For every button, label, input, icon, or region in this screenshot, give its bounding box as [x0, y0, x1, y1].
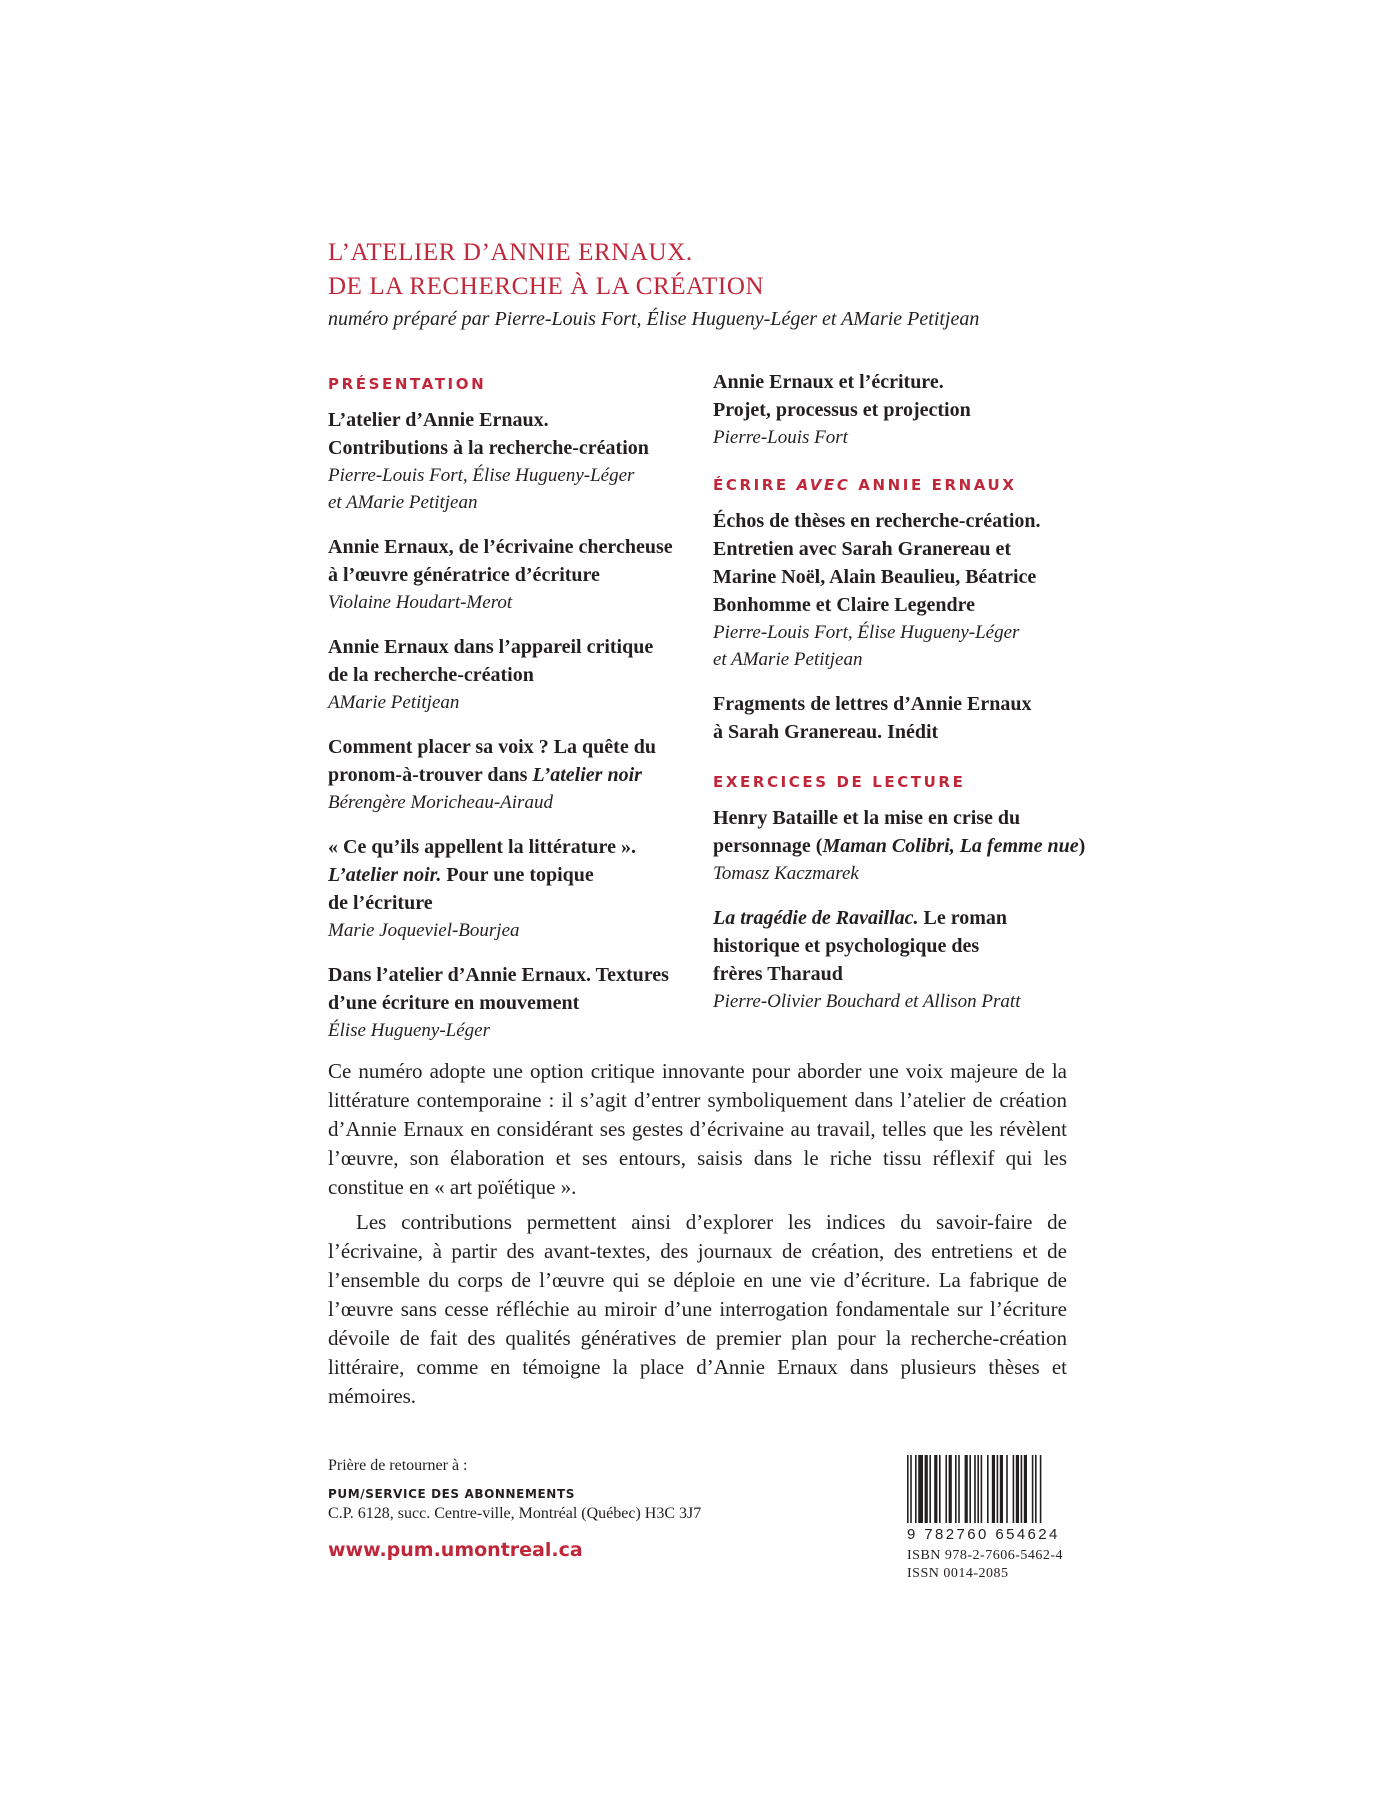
description-paragraph: Ce numéro adopte une option critique innovante pour aborder une voix majeure de la littérature contemporaine : il s’agit d’entrer symboliquement dans l’atelier de création d’Annie Ernaux en considérant ses gestes d’écrivaine au travail, telles que les révèlent l’œuvre, son élaboration et ses entours, saisis dans le riche tissu réflexif qui les constitue en « art poïétique ». [328, 1059, 1067, 1199]
toc-entry [713, 804, 1093, 887]
barcode-bar [918, 1455, 923, 1523]
barcode-bar [981, 1455, 983, 1523]
barcode-digits: 9 782760 654624 [907, 1526, 1060, 1543]
barcode-bar [1000, 1455, 1003, 1523]
barcode-bar [929, 1455, 931, 1523]
barcode-bar [965, 1455, 968, 1523]
barcode-bar [997, 1455, 999, 1523]
return-address [328, 1455, 701, 1561]
barcode-bar [925, 1455, 928, 1523]
barcode-bar [910, 1455, 912, 1523]
barcode-icon [907, 1455, 1067, 1523]
barcode-bar [907, 1455, 909, 1523]
entry-title: à Sarah Granereau. Inédit [713, 721, 939, 743]
entry-title: Marine Noël, Alain Beaulieu, Béatrice [713, 566, 1037, 588]
service-name: PUM/SERVICE DES ABONNEMENTS [328, 1487, 575, 1501]
entry-title-italic: L’atelier noir [532, 764, 642, 786]
section-heading-ecrire-avec [713, 475, 1093, 495]
entry-title: L’atelier d’Annie Ernaux. [328, 409, 549, 431]
barcode-bar [915, 1455, 917, 1523]
entry-title [328, 861, 708, 889]
entry-title: de l’écriture [328, 892, 433, 914]
entry-title: Henry Bataille et la mise en crise du [713, 807, 1021, 829]
entry-title: « Ce qu’ils appellent la littérature ». [328, 836, 636, 858]
entry-author: Pierre-Louis Fort, Élise Hugueny-Léger [713, 622, 1020, 643]
barcode-block [907, 1455, 1067, 1583]
toc-entry [713, 904, 1093, 1015]
section-heading-exercices: EXERCICES DE LECTURE [713, 773, 966, 791]
entry-author: Tomasz Kaczmarek [713, 863, 859, 884]
entry-author: et AMarie Petitjean [328, 492, 478, 513]
entry-title: Bonhomme et Claire Legendre [713, 594, 976, 616]
barcode-bar [939, 1455, 941, 1523]
toc-entry [328, 833, 708, 944]
entry-title: de la recherche-création [328, 664, 534, 686]
barcode-bar [969, 1455, 971, 1523]
entry-author: et AMarie Petitjean [713, 649, 863, 670]
entry-author: Pierre-Louis Fort [713, 427, 848, 448]
entry-title: Dans l’atelier d’Annie Ernaux. Textures [328, 964, 669, 986]
barcode-bar [934, 1455, 937, 1523]
entry-title: frères Tharaud [713, 963, 843, 985]
issue-title-line1: L’ATELIER D’ANNIE ERNAUX. [328, 239, 693, 266]
postal-address: C.P. 6128, succ. Centre-ville, Montréal (Québec) H3C 3J7 [328, 1505, 702, 1522]
entry-title [328, 761, 708, 789]
entry-author: AMarie Petitjean [328, 692, 460, 713]
entry-title-part: Pour une topique [441, 864, 594, 886]
entry-title: Contributions à la recherche-création [328, 437, 649, 459]
entry-title: Échos de thèses en recherche-création. [713, 510, 1041, 532]
entry-title [713, 904, 1093, 932]
entry-title-part: Le roman [918, 907, 1008, 929]
entry-title-part: personnage ( [713, 835, 823, 857]
barcode-bar [955, 1455, 957, 1523]
website-link[interactable]: www.pum.umontreal.ca [328, 1539, 583, 1561]
toc-entry [328, 406, 708, 516]
issue-editors: numéro préparé par Pierre-Louis Fort, Élise Hugueny-Léger et AMarie Petitjean [328, 308, 980, 330]
toc-entry [328, 533, 708, 616]
entry-author: Pierre-Louis Fort, Élise Hugueny-Léger [328, 465, 635, 486]
entry-author: Bérengère Moricheau-Airaud [328, 792, 553, 813]
barcode-bar [1016, 1455, 1019, 1523]
entry-title: Projet, processus et projection [713, 399, 971, 421]
entry-title [713, 832, 1093, 860]
entry-title-italic: La tragédie de Ravaillac. [713, 907, 919, 929]
issn-number: ISSN 0014-2085 [907, 1566, 1009, 1581]
toc-entry [713, 368, 1093, 451]
entry-title-italic: Maman Colibri, La femme nue [822, 835, 1079, 857]
barcode-bar [958, 1455, 960, 1523]
barcode-bar [987, 1455, 989, 1523]
entry-title: Fragments de lettres d’Annie Ernaux [713, 693, 1032, 715]
barcode-bar [1032, 1455, 1034, 1523]
entry-author: Élise Hugueny-Léger [328, 1020, 490, 1041]
entry-author: Marie Joqueviel-Bourjea [328, 920, 520, 941]
barcode-bar [1024, 1455, 1027, 1523]
barcode-bar [949, 1455, 952, 1523]
toc-left-column [328, 374, 708, 1061]
isbn-number: ISBN 978-2-7606-5462-4 [907, 1548, 1064, 1563]
toc-entry [328, 633, 708, 716]
toc-entry [713, 507, 1093, 673]
entry-title: Entretien avec Sarah Granereau et [713, 538, 1012, 560]
entry-title: Annie Ernaux, de l’écrivaine chercheuse [328, 536, 673, 558]
entry-title: Comment placer sa voix ? La quête du [328, 736, 656, 758]
description-paragraph: Les contributions permettent ainsi d’explorer les indices du savoir-faire de l’écrivaine, à partir des avant-textes, des journaux de création, des entretiens et de l’ensemble du corps de l’œuvre qui se déploie en une vie d’écriture. La fabrique de l’œuvre sans cesse réfléchie au miroir d’une interrogation fondamentale sur l’écriture dévoile de fait des qualités génératives de premier plan pour la recherche-création littéraire, comme en témoigne la place d’Annie Ernaux dans plusieurs thèses et mémoires. [328, 1210, 1067, 1408]
barcode-bar [992, 1455, 995, 1523]
entry-title: Annie Ernaux et l’écriture. [713, 371, 944, 393]
barcode-bar [1006, 1455, 1008, 1523]
barcode-bar [1035, 1455, 1037, 1523]
entry-author: Violaine Houdart-Merot [328, 592, 513, 613]
entry-title-part: ) [1078, 835, 1086, 857]
entry-title: historique et psychologique des [713, 935, 980, 957]
barcode-bar [1013, 1455, 1015, 1523]
section-heading-italic: AVEC [796, 476, 851, 494]
barcode-bar [945, 1455, 947, 1523]
barcode-bar [974, 1455, 976, 1523]
entry-title-part: pronom-à-trouver dans [328, 764, 533, 786]
entry-title: Annie Ernaux dans l’appareil critique [328, 636, 654, 658]
toc-right-column [713, 368, 1093, 1032]
section-heading-part: ANNIE ERNAUX [850, 476, 1017, 494]
toc-entry [713, 690, 1093, 746]
entry-title: à l’œuvre génératrice d’écriture [328, 564, 600, 586]
issue-title [328, 236, 764, 304]
entry-author: Pierre-Olivier Bouchard et Allison Pratt [713, 991, 1021, 1012]
entry-title: d’une écriture en mouvement [328, 992, 580, 1014]
section-heading-part: ÉCRIRE [713, 476, 797, 494]
barcode-bar [1021, 1455, 1023, 1523]
toc-entry [328, 733, 708, 816]
description-text [328, 1057, 1067, 1411]
return-label: Prière de retourner à : [328, 1457, 468, 1474]
issue-title-line2: DE LA RECHERCHE À LA CRÉATION [328, 273, 765, 300]
entry-title-italic: L’atelier noir. [328, 864, 442, 886]
section-heading-presentation: PRÉSENTATION [328, 375, 487, 393]
barcode-bar [977, 1455, 979, 1523]
toc-entry [328, 961, 708, 1044]
barcode-bar [1040, 1455, 1042, 1523]
